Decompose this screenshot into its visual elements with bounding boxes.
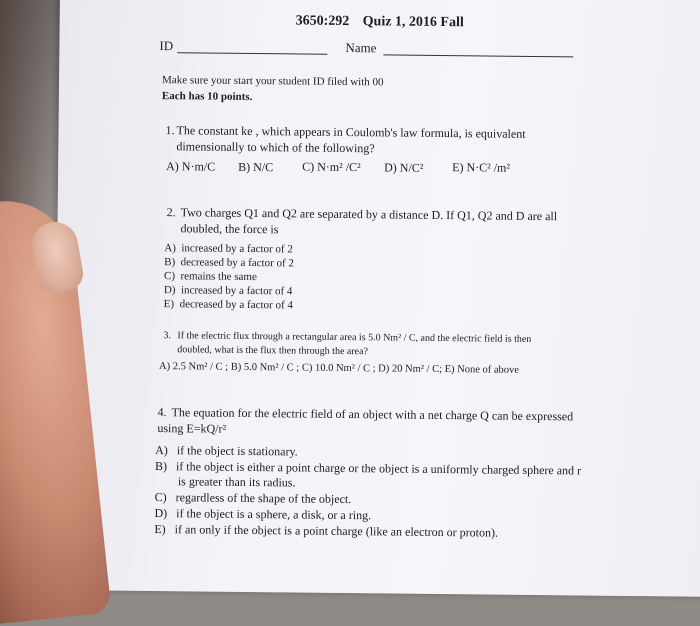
q4-text-line2: using E=kQ/r² [157,421,227,436]
q1-option-a: A) N·m/C [166,159,216,174]
q3-options: A) 2.5 Nm² / C ; B) 5.0 Nm² / C ; C) 10.0 Nm² / C ; D) 20 Nm² / C; E) None of above [159,361,520,376]
q4-option-d: D) if the object is a sphere, a disk, or a ring. [154,506,372,523]
quiz-paper [54,0,700,597]
q4-option-c: C) regardless of the shape of the object. [154,490,352,507]
q4-option-e: E) if an only if the object is a point charge (like an electron or proton). [154,522,499,540]
q2-option-a: A) increased by a factor of 2 [164,242,293,256]
q3-number: 3. [163,330,171,342]
q2-option-d: D) increased by a factor of 4 [163,284,293,298]
q1-number: 1. [165,123,175,138]
q1-option-c: C) N·m² /C² [302,159,361,175]
q4-option-b-continued: is greater than its radius. [177,474,296,490]
q1-option-e: E) N·C² /m² [452,160,511,175]
instruction-start-id: Make sure your start your student ID filed with 00 [161,74,384,89]
q2-text-line1: Two charges Q1 and Q2 are separated by a distance D. If Q1, Q2 and D are all [180,205,558,224]
q3-text-line2: doubled, what is the flux then through the area? [177,344,369,358]
instruction-points: Each has 10 points. [161,90,253,104]
q2-option-e: E) decreased by a factor of 4 [163,298,293,312]
q2-text-line2: doubled, the force is [180,221,279,237]
q4-option-a: A) if the object is stationary. [155,443,298,459]
q4-text-line1: The equation for the electric field of an object with a net charge Q can be expressed [171,405,574,424]
q2-option-b: B) decreased by a factor of 2 [164,256,295,270]
q1-text-line1: The constant ke , which appears in Coulomb's law formula, is equivalent [176,123,526,141]
q4-number: 4. [157,405,167,420]
id-blank [177,52,327,55]
q1-option-b: B) N/C [238,159,274,175]
q2-option-c: C) remains the same [163,270,257,284]
q1-text-line2: dimensionally to which of the following? [176,139,375,156]
q4-option-b: B) if the object is either a point charge or the object is a uniformly charged sphere and r [154,459,582,478]
course-number: 3650:292 [295,13,350,30]
q3-text-line1: If the electric flux through a rectangular area is 5.0 Nm² / C, and the electric field is then [177,330,532,345]
id-label: ID [159,38,174,54]
q2-number: 2. [166,205,176,220]
name-label: Name [345,39,377,56]
name-blank [383,54,573,57]
quiz-title: Quiz 1, 2016 Fall [362,14,464,31]
q1-option-d: D) N/C² [384,160,424,175]
